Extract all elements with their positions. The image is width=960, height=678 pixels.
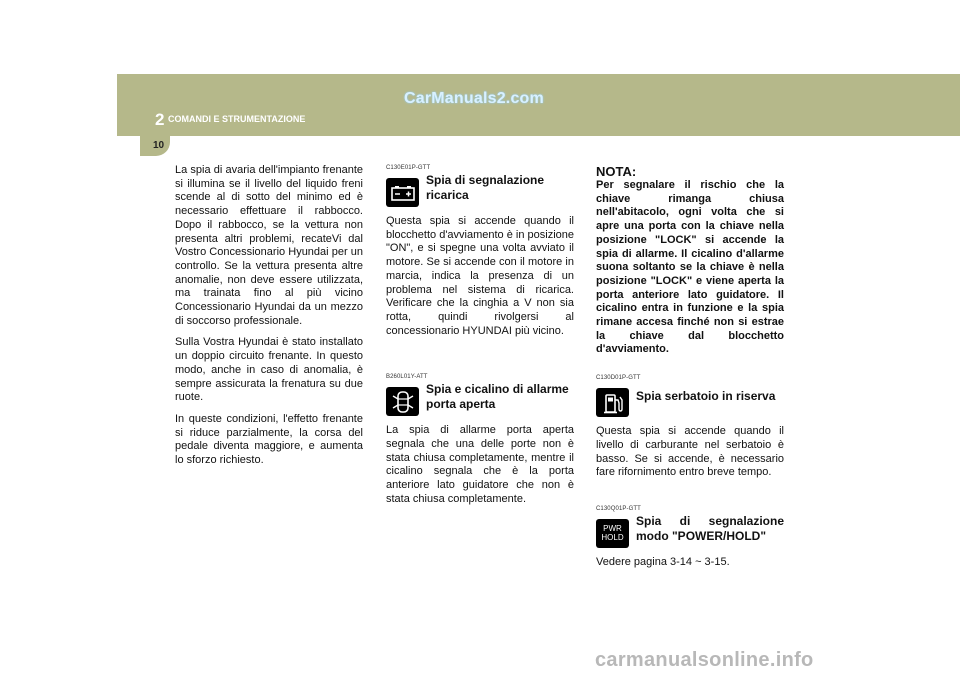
charge-title: Spia di segnalazione ricarica <box>426 173 545 202</box>
dual-circuit-paragraph: Sulla Vostra Hyundai è stato installato un doppio circuito frenante. In questo modo, anche in caso di anomalia, è sempre assicurata la frenatura su due ruote. <box>175 336 363 404</box>
power-hold-icon <box>596 519 629 548</box>
door-text: La spia di allarme porta aperta segnala che una delle porte non è stata chiusa completamente, mentre il cicalino segnala che è la porta anteriore lato guidatore che non è stata chiusa completamente. <box>386 424 574 505</box>
chapter-title: COMANDI E STRUMENTAZIONE <box>168 114 306 124</box>
power-heading <box>596 514 784 548</box>
door-title: Spia e cicalino di allarme porta aperta <box>426 382 569 412</box>
charge-text: Questa spia si accende quando il blocchetto d'avviamento è in posizione "ON", e si spegne una volta avviato il motore. Se si accende con il motore in marcia, indica la presenza di un problema nel sistema di ricarica. Verificare che la cinghia a V non sia rotta, quindi rivolgersi al concessionario HYUNDAI più vicino. <box>386 215 574 337</box>
power-text: Vedere pagina 3-14 ~ 3-15. <box>596 555 730 568</box>
power-icon-label: PWR <box>603 524 622 534</box>
page-number: 10 <box>153 140 165 151</box>
braking-effect-paragraph: In queste condizioni, l'effetto frenante si riduce parzialmente, la corsa del pedale diventa maggiore, e aumenta lo sforzo richiesto. <box>175 412 363 467</box>
column-3 <box>596 164 784 570</box>
charge-heading <box>386 173 574 207</box>
watermark-bottom: carmanualsonline.info <box>595 649 814 671</box>
fuel-pump-icon <box>596 388 629 417</box>
brake-warning-paragraph: La spia di avaria dell'impianto frenante si illumina se il livello del liquido freni scende al di sotto del minimo ed è necessario effettuare il rabbocco. Dopo il rabbocco, se la vettura non presenta altri problemi, recateVi dal Vostro Concessionario Hyundai per un controllo. Se la vettura presenta altre anomalie, non deve essere utilizzata, ma trainata fino al più vicino Concessionario Hyundai da un mezzo di soccorso professionale. <box>175 164 363 327</box>
fuel-title: Spia serbatoio in riserva <box>636 389 776 404</box>
fuel-heading <box>596 383 784 417</box>
column-2 <box>386 164 574 507</box>
column-1 <box>175 164 363 468</box>
section-code: C130D01P-GTT <box>596 375 641 382</box>
note-title: NOTA: <box>596 164 637 179</box>
door-open-icon <box>386 387 419 416</box>
power-title: Spia di segnalazione modo "POWER/HOLD" <box>636 513 784 543</box>
note-text: Per segnalare il rischio che la chiave rimanga chiusa nell'abitacolo, ogni volta che si apre una porta con la chiave nella posizione "LOCK" si accende la spia di allarme. Il cicalino d'allarme suona soltanto se la chiave è nella posizione "LOCK" e viene aperta la porta anteriore lato guidatore. Il cicalino entra in funzione e la spia rimane accesa finché non si estrae la chiave dal blocchetto d'avviamento. <box>596 179 784 356</box>
hold-icon-label: HOLD <box>601 533 624 543</box>
battery-icon <box>386 178 419 207</box>
chapter-number: 2 <box>155 110 165 129</box>
section-code: B260L01Y-ATT <box>386 374 428 381</box>
section-code: C130Q01P-GTT <box>596 505 641 512</box>
watermark-top-link[interactable]: CarManuals2.com <box>404 90 544 107</box>
section-code: C130E01P-GTT <box>386 165 431 171</box>
fuel-text: Questa spia si accende quando il livello di carburante nel serbatoio è basso. Se si accende, è necessario fare rifornimento entro breve tempo. <box>596 425 784 479</box>
door-heading <box>386 382 574 416</box>
